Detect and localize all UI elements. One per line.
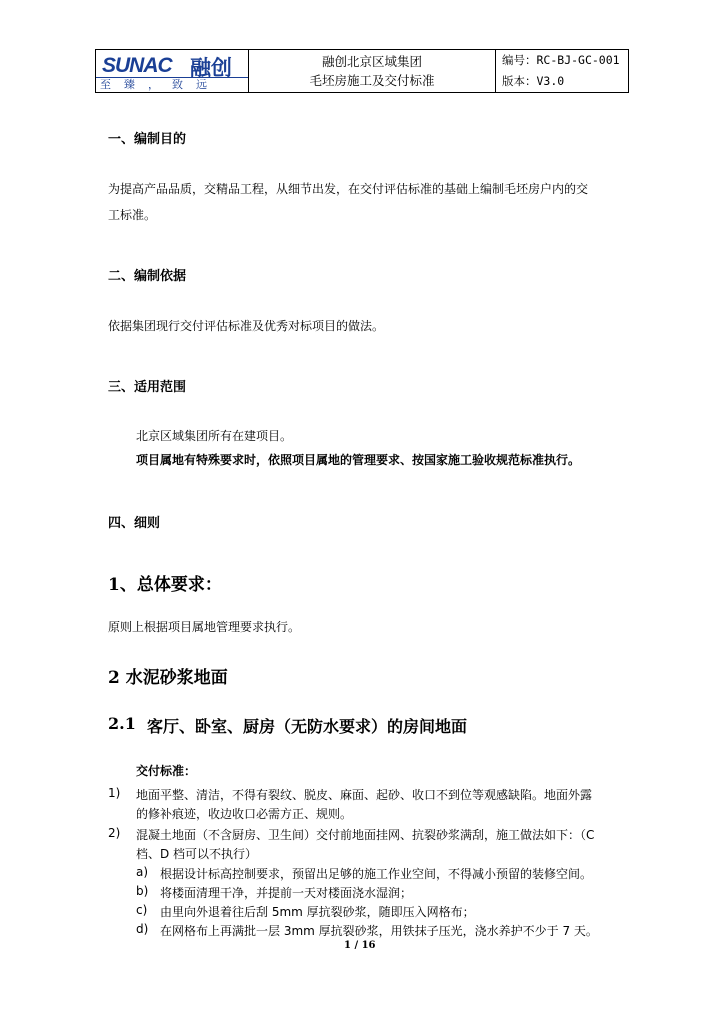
company-logo <box>96 51 248 80</box>
logo-slogan: 至臻，致远 <box>96 77 248 92</box>
purpose-text-line2: 工标准。 <box>108 208 157 222</box>
list-item-1-line2: 的修补痕迹，收边收口必需方正、规则。 <box>136 807 353 821</box>
document-version: 版本：V3.0 <box>496 71 629 93</box>
logo-text: SUNAC <box>102 53 172 77</box>
section-title-details: 四、细则 <box>108 516 161 531</box>
section-title-purpose: 一、编制目的 <box>108 132 187 147</box>
section-title-scope: 三、适用范围 <box>108 380 187 395</box>
heading-2-1-text: 客厅、卧室、厨房（无防水要求）的房间地面 <box>147 717 468 736</box>
heading-general-requirements: 1、总体要求： <box>108 575 222 595</box>
logo-cell <box>96 50 249 93</box>
document-title: 毛坯房施工及交付标准 <box>309 73 435 88</box>
document-title-cell <box>249 50 496 93</box>
list-item-1-number: 1) <box>108 786 121 800</box>
subitem-b-number: b) <box>136 884 149 898</box>
general-requirements-text: 原则上根据项目属地管理要求执行。 <box>108 620 301 634</box>
subitem-d-text: 在网格布上再满批一层 3mm 厚抗裂砂浆，用铁抹子压光，浇水养护不少于 7 天。 <box>160 924 598 938</box>
scope-note: 项目属地有特殊要求时，依照项目属地的管理要求、按国家施工验收规范标准执行。 <box>136 453 581 467</box>
heading-2-1-number: 2.1 <box>108 714 136 733</box>
page-number: 1 / 16 <box>344 940 376 951</box>
document-code: 编号：RC-BJ-GC-001 <box>496 50 629 72</box>
subitem-b-text: 将楼面清理干净，并提前一天对楼面浇水湿润； <box>160 886 413 900</box>
delivery-standard-label: 交付标准： <box>136 764 197 778</box>
list-item-2-line2: 档、D 档可以不执行） <box>136 847 258 861</box>
subitem-c-number: c) <box>136 903 148 917</box>
list-item-2-number: 2) <box>108 826 121 840</box>
subitem-d-number: d) <box>136 922 149 936</box>
document-header <box>95 49 629 93</box>
basis-text: 依据集团现行交付评估标准及优秀对标项目的做法。 <box>108 319 385 333</box>
subitem-a-text: 根据设计标高控制要求，预留出足够的施工作业空间，不得减小预留的装修空间。 <box>160 867 593 881</box>
purpose-text-line1: 为提高产品品质，交精品工程，从细节出发，在交付评估标准的基础上编制毛坯房户内的交 <box>108 182 589 196</box>
scope-text: 北京区域集团所有在建项目。 <box>136 429 293 443</box>
list-item-1-line1: 地面平整、清洁，不得有裂纹、脱皮、麻面、起砂、收口不到位等观感缺陷。地面外露 <box>136 788 593 802</box>
section-title-basis: 二、编制依据 <box>108 269 187 284</box>
subitem-c-text: 由里向外退着往后刮 5mm 厚抗裂砂浆，随即压入网格布； <box>160 905 475 919</box>
logo-chinese: 融创 <box>190 55 232 80</box>
subitem-a-number: a) <box>136 865 149 879</box>
document-org: 融创北京区域集团 <box>321 54 422 69</box>
heading-cement-floor: 2 水泥砂浆地面 <box>108 668 228 688</box>
list-item-2-line1: 混凝土地面（不含厨房、卫生间）交付前地面挂网、抗裂砂浆满刮，施工做法如下：（C <box>136 828 595 842</box>
